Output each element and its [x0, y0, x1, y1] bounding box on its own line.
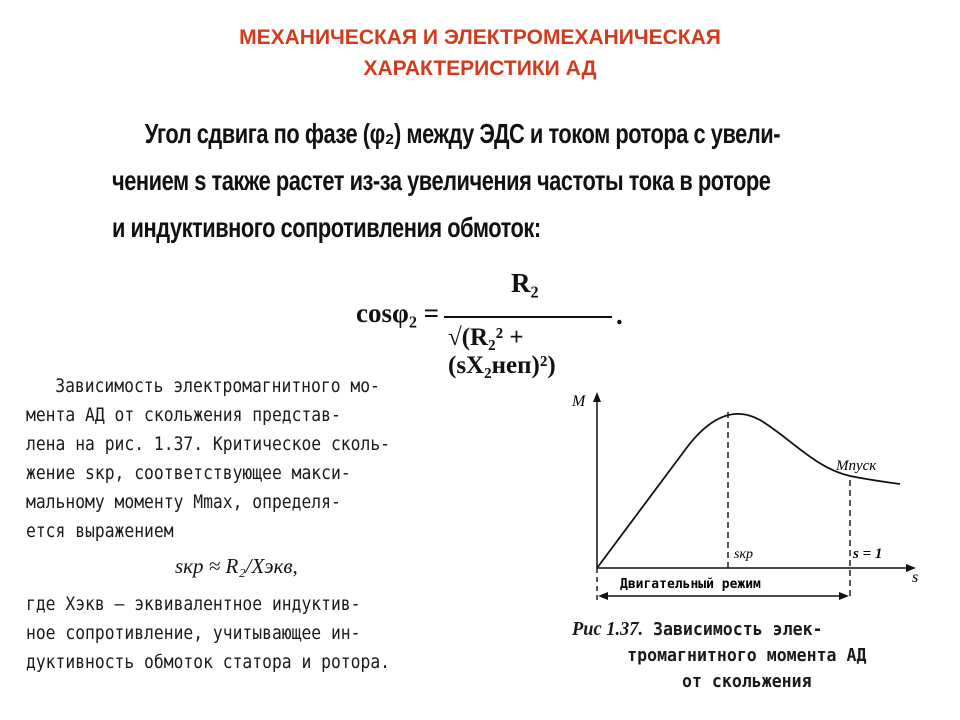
x-axis-label: s — [912, 569, 919, 586]
xekv-line-3: дуктивность обмоток статора и ротора. — [26, 651, 390, 673]
slide-title-line2: ХАРАКТЕРИСТИКИ АД — [363, 57, 597, 80]
formula-numerator: R₂ — [511, 268, 539, 298]
torque-line-5: мальному моменту Mmax, определя- — [26, 491, 341, 513]
intro-line-2: чением s также растет из-за увеличения частоты тока в роторе — [112, 165, 771, 196]
torque-line-1: Зависимость электромагнитного мо- — [55, 375, 380, 397]
skr-label: sкр — [734, 547, 753, 562]
xekv-line-1: где Xэкв — эквивалентное индуктив- — [26, 593, 361, 615]
caption-line-1: Зависимость элек- — [653, 619, 823, 640]
slide-title — [0, 22, 960, 84]
caption-line-3: от скольжения — [681, 671, 812, 692]
cos-phi-formula — [356, 262, 626, 379]
region-arrow-right — [839, 592, 849, 600]
caption-line-2: тромагнитного момента АД — [627, 645, 867, 666]
region-label: Двигательный режим — [620, 577, 761, 592]
xekv-paragraph — [26, 590, 473, 677]
s1-label: s = 1 — [853, 546, 883, 562]
y-axis-arrow — [593, 392, 601, 402]
y-axis-label: M — [572, 393, 586, 410]
torque-curve — [597, 414, 900, 568]
caption-figure-number: Рис 1.37. — [572, 618, 644, 640]
figure-caption — [572, 616, 903, 695]
slide-title-line1: МЕХАНИЧЕСКАЯ И ЭЛЕКТРОМЕХАНИЧЕСКАЯ — [239, 26, 721, 49]
fraction-bar — [444, 316, 612, 318]
formula-end: . — [616, 300, 623, 330]
mpusk-label: Mпуск — [836, 458, 877, 474]
skr-formula: sкр ≈ R₂/Xэкв, — [175, 554, 298, 578]
torque-line-3: лена на рис. 1.37. Критическое сколь- — [26, 433, 390, 455]
torque-slip-graph — [560, 388, 940, 613]
torque-line-4: жение sкр, соответствующее макси- — [26, 462, 351, 484]
torque-line-6: ется выражением — [26, 520, 174, 542]
xekv-line-2: ное сопротивление, учитывающее ин- — [26, 622, 361, 644]
torque-paragraph — [26, 372, 456, 546]
intro-paragraph — [112, 110, 780, 251]
torque-line-2: мента АД от скольжения представ- — [26, 404, 341, 426]
region-arrow-left — [598, 592, 608, 600]
formula-denominator: √(R₂² + (sX₂неп)²) — [448, 324, 556, 379]
intro-line-3: и индуктивного сопротивления обмоток: — [112, 212, 541, 243]
formula-lhs: cosφ₂ = — [356, 298, 440, 328]
intro-line-1: Угол сдвига по фазе (φ₂) между ЭДС и током ротора с увели- — [144, 118, 780, 149]
